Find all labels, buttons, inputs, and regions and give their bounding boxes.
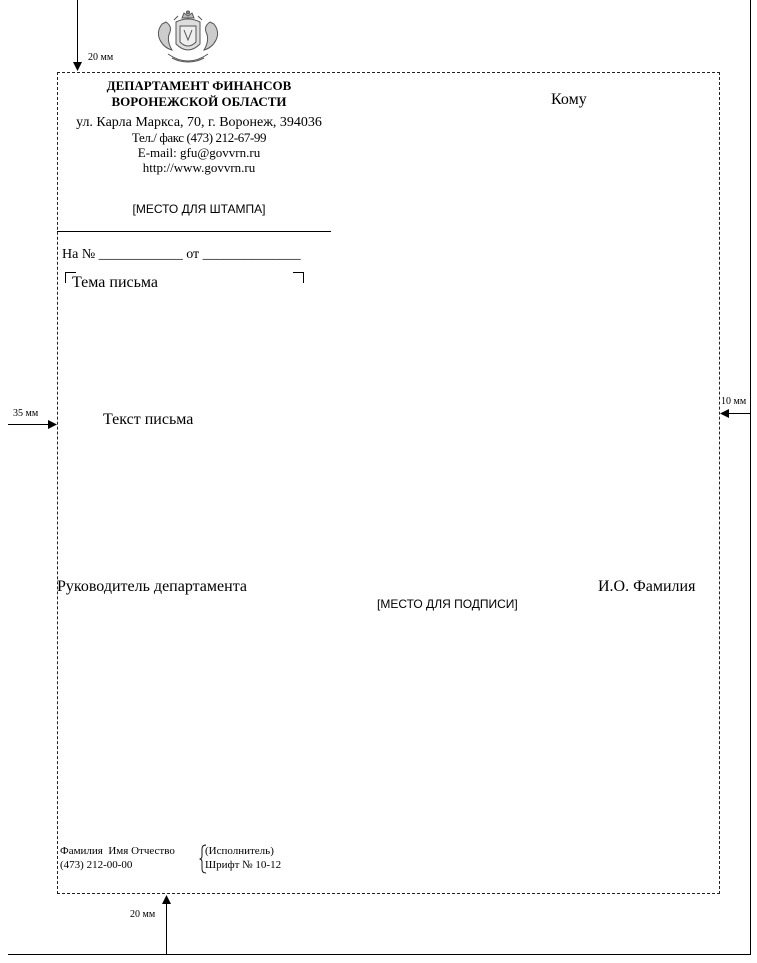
department-title-line-2: ВОРОНЕЖСКОЙ ОБЛАСТИ xyxy=(111,94,287,109)
executor-name: Фамилия Имя Отчество xyxy=(60,845,175,857)
department-address: ул. Карла Маркса, 70, г. Воронеж, 394036 xyxy=(76,115,322,130)
reference-number-label: На № xyxy=(62,247,96,262)
arrow-left-icon xyxy=(720,409,729,418)
signature-placeholder: [МЕСТО ДЛЯ ПОДПИСИ] xyxy=(377,597,518,611)
bottom-margin-arrow-line xyxy=(166,902,167,955)
subject-corner-right xyxy=(293,272,304,283)
reference-date-label: от xyxy=(186,247,200,262)
header-divider xyxy=(57,231,331,232)
letter-body: Текст письма xyxy=(103,411,194,428)
left-margin-arrow-line xyxy=(8,424,50,425)
executor-role-note: (Исполнитель) xyxy=(205,845,274,857)
arrow-right-icon xyxy=(48,420,57,429)
left-margin-label: 35 мм xyxy=(13,408,39,419)
signatory-name: И.О. Фамилия xyxy=(598,578,696,595)
coat-of-arms-icon xyxy=(152,10,224,70)
arrow-down-icon xyxy=(73,62,82,71)
reference-line xyxy=(62,247,301,263)
top-margin-label: 20 мм xyxy=(88,52,114,63)
department-title-line-1: ДЕПАРТАМЕНТ ФИНАНСОВ xyxy=(106,78,292,93)
stamp-placeholder: [МЕСТО ДЛЯ ШТАМПА] xyxy=(132,202,266,216)
reference-date-blank: ______________ xyxy=(202,247,301,262)
signatory-position: Руководитель департамента xyxy=(57,578,247,595)
letter-subject: Тема письма xyxy=(72,274,159,291)
arrow-up-icon xyxy=(162,895,171,904)
executor-phone: (473) 212-00-00 xyxy=(60,859,133,871)
executor-font-note: Шрифт № 10-12 xyxy=(205,859,282,871)
department-phone: Тел./ факс (473) 212-67-99 xyxy=(131,130,267,145)
department-website: http://www.govvrn.ru xyxy=(142,160,256,175)
recipient-label: Кому xyxy=(551,91,587,108)
right-margin-label: 10 мм xyxy=(721,396,747,407)
reference-number-blank: ____________ xyxy=(98,247,183,262)
department-email: E-mail: gfu@govvrn.ru xyxy=(137,145,261,160)
margin-frame xyxy=(57,72,720,894)
top-margin-arrow-line xyxy=(77,0,78,64)
right-margin-arrow-line xyxy=(727,413,751,414)
bottom-margin-label: 20 мм xyxy=(130,909,156,920)
